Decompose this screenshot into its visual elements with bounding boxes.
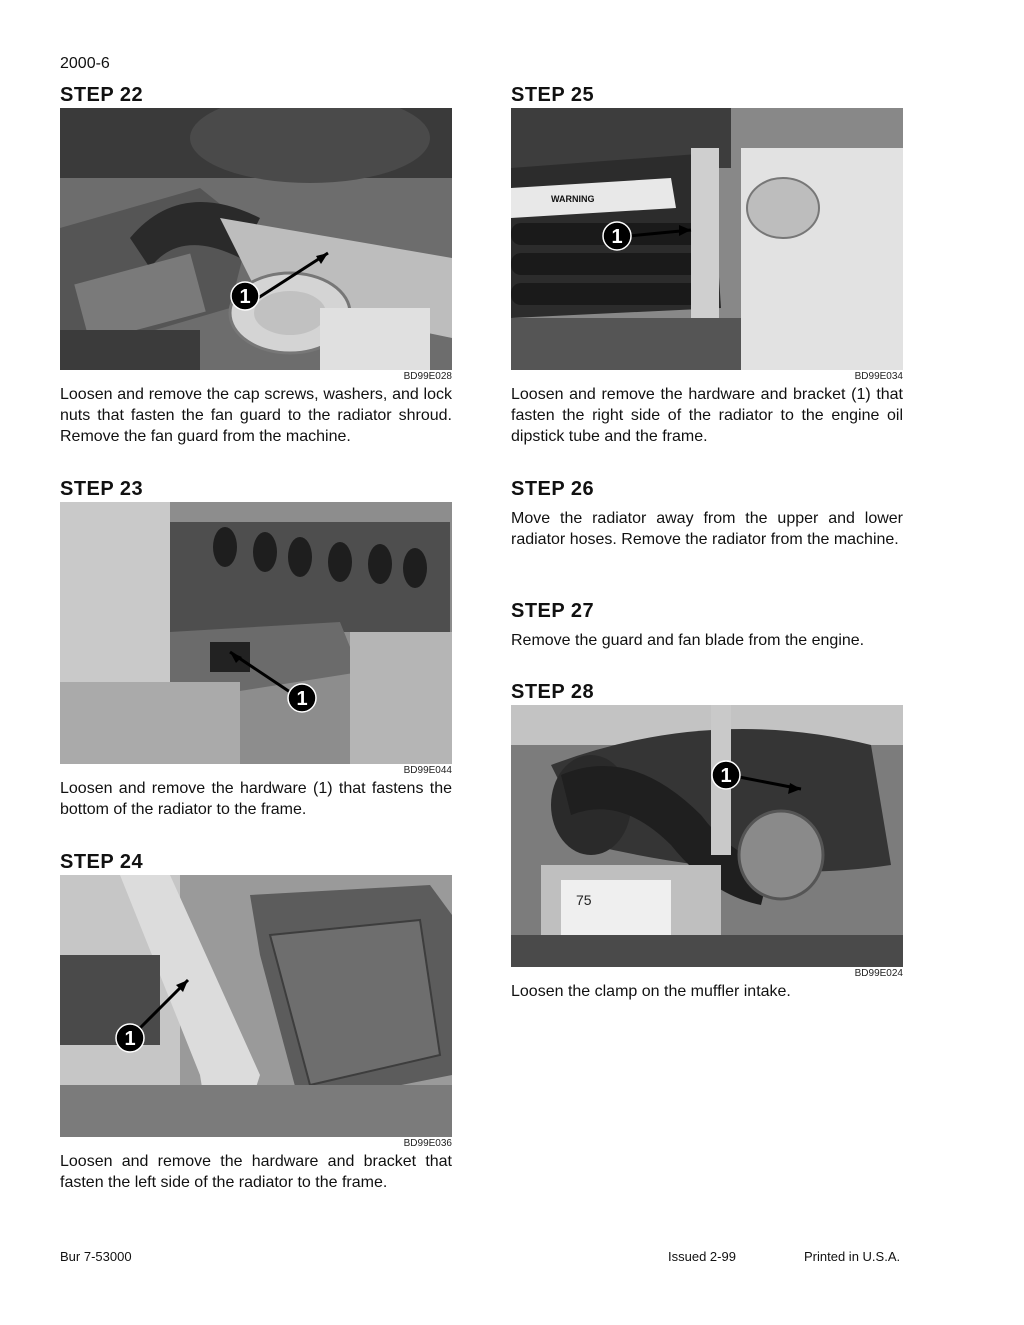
figure-code: BD99E034 — [854, 371, 903, 382]
step-26 — [511, 476, 903, 550]
step-27 — [511, 598, 903, 651]
step-24 — [60, 849, 452, 1193]
footer-doc-number: Bur 7-53000 — [60, 1249, 132, 1264]
step-text: Remove the guard and fan blade from the engine. — [511, 632, 865, 649]
step-28 — [511, 679, 903, 1002]
step-title: STEP 28 — [511, 681, 595, 703]
figure-code: BD99E024 — [854, 968, 903, 979]
step-text: Move the radiator away from the upper and lower radiator hoses. Remove the radiator from the machine. — [511, 510, 903, 548]
step-title: STEP 24 — [60, 851, 144, 873]
figure-code: BD99E044 — [403, 765, 452, 776]
callout-number: 1 — [124, 1028, 136, 1050]
step-text: Loosen and remove the hardware and bracket that fasten the left side of the radiator to the frame. — [60, 1153, 452, 1191]
step-text: Loosen the clamp on the muffler intake. — [511, 983, 791, 1000]
tag-label: 75 — [576, 892, 592, 908]
callout-number: 1 — [239, 286, 251, 308]
page-ref: 2000-6 — [60, 55, 110, 72]
step-text: Loosen and remove the hardware and bracket (1) that fasten the right side of the radiator to the engine oil dipstick tube and the frame. — [511, 386, 903, 445]
step-22-photo — [60, 108, 452, 370]
figure-code: BD99E028 — [403, 371, 452, 382]
callout-number: 1 — [296, 688, 308, 710]
step-text: Loosen and remove the hardware (1) that fastens the bottom of the radiator to the frame. — [60, 780, 452, 818]
footer-issued: Issued 2-99 — [668, 1249, 736, 1264]
warning-label: WARNING — [551, 194, 595, 204]
step-title: STEP 27 — [511, 600, 595, 622]
step-title: STEP 25 — [511, 84, 595, 106]
step-23 — [60, 476, 452, 820]
step-24-photo — [60, 875, 452, 1137]
step-title: STEP 26 — [511, 478, 595, 500]
callout-number: 1 — [611, 226, 623, 248]
footer-printed: Printed in U.S.A. — [804, 1249, 901, 1264]
step-25-photo — [511, 108, 903, 370]
step-23-photo — [60, 502, 452, 764]
step-22 — [60, 82, 452, 447]
figure-code: BD99E036 — [403, 1138, 452, 1149]
step-title: STEP 22 — [60, 84, 144, 106]
step-25 — [511, 82, 903, 447]
callout-number: 1 — [720, 765, 732, 787]
step-28-photo — [511, 705, 903, 967]
step-text: Loosen and remove the cap screws, washers, and lock nuts that fasten the fan guard to the radiator shroud. Remove the fan guard from the machine. — [60, 386, 452, 445]
step-title: STEP 23 — [60, 478, 144, 500]
